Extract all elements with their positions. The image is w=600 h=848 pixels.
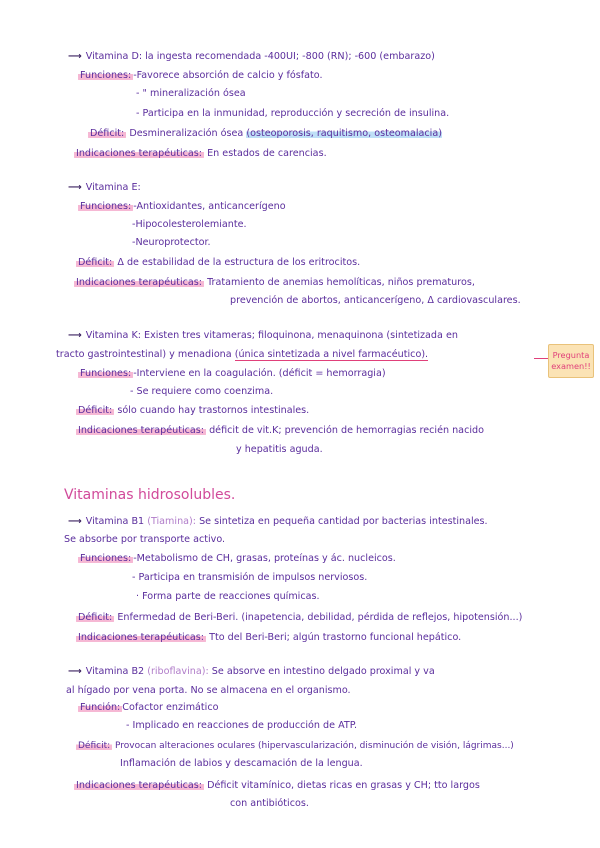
vite-ind-label: Indicaciones terapéuticas: xyxy=(76,277,203,288)
vitd-func-2: - " mineralización ósea xyxy=(136,88,246,99)
vitk-deficit: Déficit: sólo cuando hay trastornos intestinales. xyxy=(78,405,310,416)
vitb1-title: Vitamina B1 xyxy=(85,516,145,527)
vitb1-func-1: Funciones: -Metabolismo de CH, grasas, proteínas y ác. nucleicos. xyxy=(80,553,396,564)
vitd-intro: la ingesta recomendada -400UI; -800 (RN); -600 (embarazo) xyxy=(145,51,435,62)
vite-def-label: Déficit: xyxy=(78,257,113,268)
vitk-def-label: Déficit: xyxy=(78,405,113,416)
arrow-icon: ⟶ xyxy=(68,516,82,527)
vite-title: Vitamina E: xyxy=(85,182,141,193)
vitk-func-2: - Se requiere como coenzima. xyxy=(130,386,274,397)
vitb2-ind-label: Indicaciones terapéuticas: xyxy=(76,780,203,791)
vite-func-2: -Hipocolesterolemiante. xyxy=(132,219,247,230)
sticky-connector xyxy=(534,358,548,359)
vitd-func-label: Funciones: xyxy=(80,70,132,81)
vitb2-func-1: Función: Cofactor enzimático xyxy=(80,702,219,713)
vite-func-1: Funciones: -Antioxidantes, anticancerígeno xyxy=(80,201,286,212)
vitd-title: Vitamina D: xyxy=(85,51,143,62)
vitb1-func-2: - Participa en transmisión de impulsos nerviosos. xyxy=(132,572,368,583)
vite-func-label: Funciones: xyxy=(80,201,132,212)
arrow-icon: ⟶ xyxy=(68,182,82,193)
arrow-icon: ⟶ xyxy=(68,330,82,341)
vitb1-ind-label: Indicaciones terapéuticas: xyxy=(78,632,205,643)
vitb2-deficit-1: Déficit: Provocan alteraciones oculares (hipervascularización, disminución de visión, lágrimas...) xyxy=(78,741,514,751)
vitb2-indicaciones-2: con antibióticos. xyxy=(230,798,309,809)
vitk-func-1: Funciones: -Interviene en la coagulación. (déficit = hemorragia) xyxy=(80,368,386,379)
vitb1-indicaciones: Indicaciones terapéuticas: Tto del Beri-Beri; algún trastorno funcional hepático. xyxy=(78,632,462,643)
vitd-def-label: Déficit: xyxy=(90,128,125,139)
vitd-def-highlight: (osteoporosis, raquitismo, osteomalacia) xyxy=(246,128,442,139)
vitb2-def-label: Déficit: xyxy=(78,741,111,751)
vitb1-def-label: Déficit: xyxy=(78,612,113,623)
vitb2-deficit-2: Inflamación de labios y descamación de la lengua. xyxy=(120,758,363,769)
vitk-func-label: Funciones: xyxy=(80,368,132,379)
vite-title-line xyxy=(68,181,141,195)
vitd-deficit: Déficit: Desmineralización ósea (osteoporosis, raquitismo, osteomalacia) xyxy=(90,128,442,139)
vitk-title: Vitamina K: xyxy=(85,330,141,341)
vitk-indicaciones-1: Indicaciones terapéuticas: déficit de vit.K; prevención de hemorragias recién nacido xyxy=(78,425,484,436)
section-title: Vitaminas hidrosolubles. xyxy=(64,487,236,503)
sticky-note: Pregunta examen!! xyxy=(548,344,594,378)
vitk-ind-label: Indicaciones terapéuticas: xyxy=(78,425,205,436)
vitd-indicaciones: Indicaciones terapéuticas: En estados de carencias. xyxy=(76,148,327,159)
vitb1-func-3: · Forma parte de reacciones químicas. xyxy=(136,591,320,602)
vite-indicaciones-2: prevención de abortos, anticancerígeno, Δ cardiovasculares. xyxy=(230,295,521,306)
vitd-ind-label: Indicaciones terapéuticas: xyxy=(76,148,203,159)
vitk-underlined: (única sintetizada a nivel farmacéutico). xyxy=(234,349,429,360)
vitb1-title-line: ⟶ Vitamina B1 (Tiamina): Se sintetiza en pequeña cantidad por bacterias intestinales. xyxy=(68,516,488,527)
vite-func-3: -Neuroprotector. xyxy=(132,237,211,248)
arrow-icon: ⟶ xyxy=(68,666,82,677)
vitk-title-line: ⟶ Vitamina K: Existen tres vitameras; filoquinona, menaquinona (sintetizada en xyxy=(68,330,458,341)
vitd-func-3: - Participa en la inmunidad, reproducción y secreción de insulina. xyxy=(136,108,450,119)
vitd-func-1: Funciones: -Favorece absorción de calcio y fósfato. xyxy=(80,70,323,81)
vitb1-func-label: Funciones: xyxy=(80,553,132,564)
vitb2-func-label: Función: xyxy=(80,702,121,713)
vitk-intro-2: tracto gastrointestinal) y menadiona (única sintetizada a nivel farmacéutico). xyxy=(56,349,429,360)
vitb1-intro-2: Se absorbe por transporte activo. xyxy=(64,534,226,545)
vitb2-intro-2: al hígado por vena porta. No se almacena en el organismo. xyxy=(66,685,351,696)
vitb2-indicaciones-1: Indicaciones terapéuticas: Déficit vitamínico, dietas ricas en grasas y CH; tto largos xyxy=(76,780,480,791)
vite-deficit: Déficit: Δ de estabilidad de la estructura de los eritrocitos. xyxy=(78,257,361,268)
vitb2-title-line: ⟶ Vitamina B2 (riboflavina): Se absorve en intestino delgado proximal y va xyxy=(68,666,435,677)
vite-indicaciones-1: Indicaciones terapéuticas: Tratamiento de anemias hemolíticas, niños prematuros, xyxy=(76,277,475,288)
arrow-icon: ⟶ xyxy=(68,51,82,62)
vitk-indicaciones-2: y hepatitis aguda. xyxy=(236,444,323,455)
vitb2-func-2: - Implicado en reacciones de producción de ATP. xyxy=(126,720,358,731)
vitd-title-line xyxy=(68,50,435,64)
vitb2-title: Vitamina B2 xyxy=(85,666,145,677)
vitb1-deficit: Déficit: Enfermedad de Beri-Beri. (inapetencia, debilidad, pérdida de reflejos, hipotensión...) xyxy=(78,612,523,623)
